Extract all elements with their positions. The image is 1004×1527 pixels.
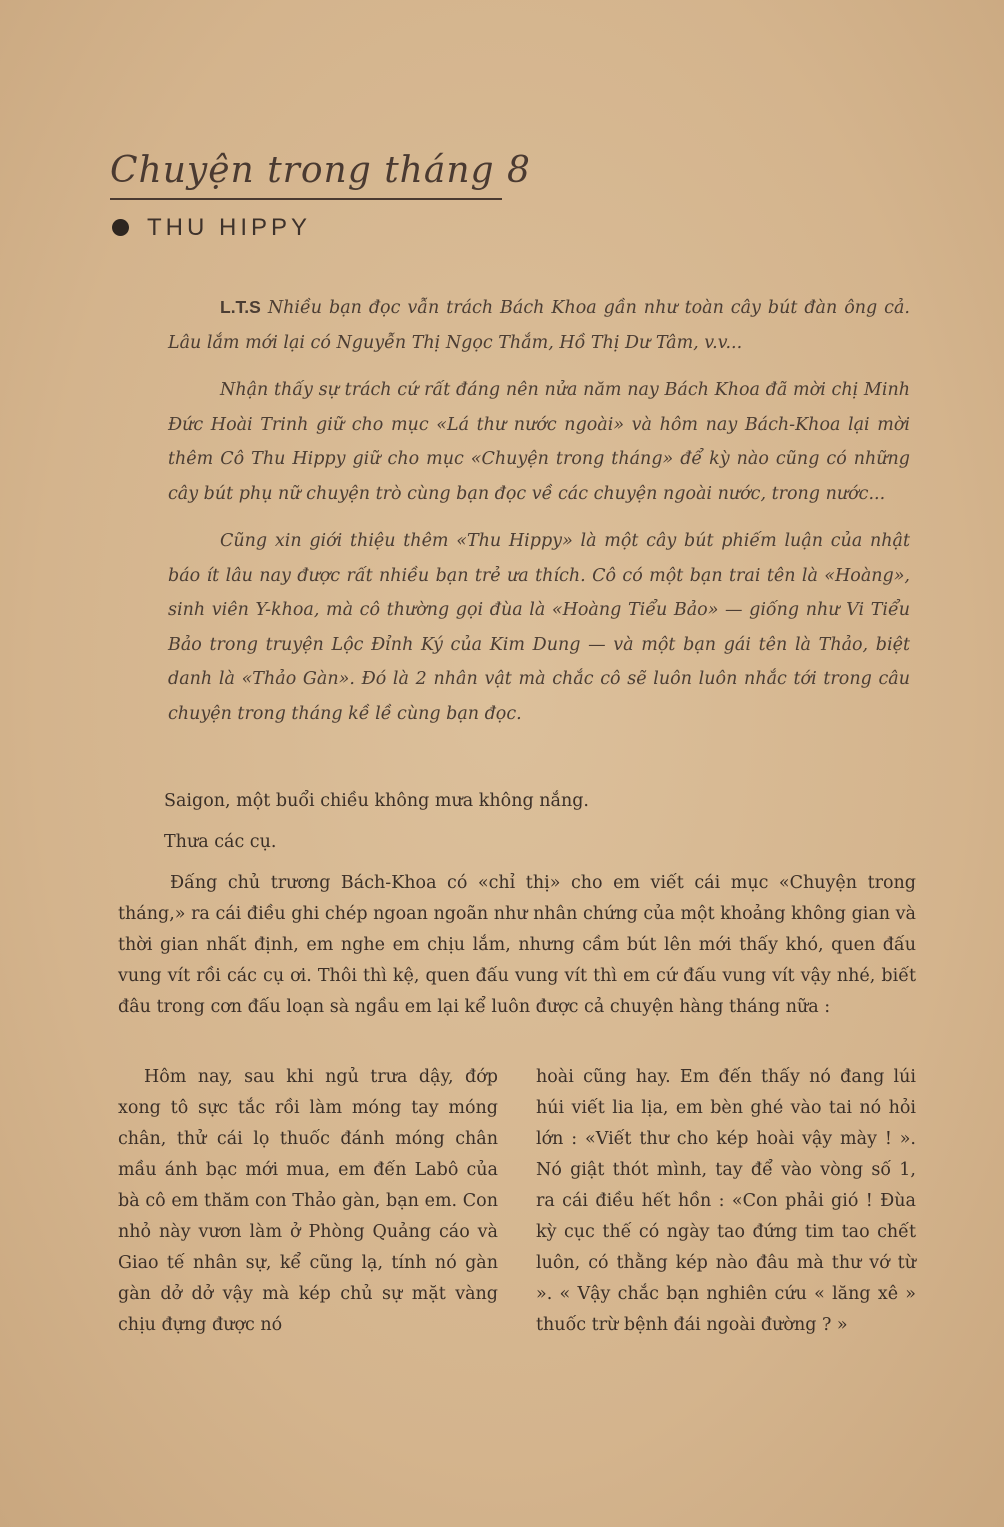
editor-note-paragraph-3: Cũng xin giới thiệu thêm «Thu Hippy» là một cây bút phiếm luận của nhật báo ít lâu nay được rất nhiều bạn trẻ ưa thích. Cô có một bạn trai tên là «Hoàng», sinh viên Y-khoa, mà cô thường gọi đùa là «Hoàng Tiểu Bảo» — giống như Vi Tiểu Bảo trong truyện Lộc Đỉnh Ký của Kim Dung — và một bạn gái tên là Thảo, biệt danh là «Thảo Gàn». Đó là 2 nhân vật mà chắc cô sẽ luôn luôn nhắc tới trong câu chuyện trong tháng kề lề cùng bạn đọc. (168, 531, 910, 724)
editor-note-paragraph-2: Nhận thấy sự trách cứ rất đáng nên nửa năm nay Bách Khoa đã mời chị Minh Đức Hoài Trinh giữ cho mục «Lá thư nước ngoài» và hôm nay Bách-Khoa lại mời thêm Cô Thu Hippy giữ cho mục «Chuyện trong tháng» để kỳ nào cũng có những cây bút phụ nữ chuyện trò cùng bạn đọc về các chuyện ngoài nước, trong nước... (168, 380, 910, 504)
editor-note (168, 290, 910, 744)
bullet-icon (112, 219, 129, 236)
body-column-right (536, 1062, 916, 1341)
editor-note-paragraph-1 (168, 290, 910, 360)
letter-intro: Đấng chủ trương Bách-Khoa có «chỉ thị» cho em viết cái mục «Chuyện trong tháng,» ra cái điều ghi chép ngoan ngoãn như nhân chứng của một khoảng không gian và thời gian nhất định, em nghe em chịu lắm, nhưng cầm bút lên mới thấy khó, quen đấu vung vít rồi các cụ ơi. Thôi thì kệ, quen đấu vung vít thì em cứ đấu vung vít vậy nhé, biết đâu trong cơn đấu loạn sà ngầu em lại kể luôn được cả chuyện hàng tháng nữa : (118, 873, 916, 1017)
title-underline (110, 198, 502, 200)
editor-note-tag: L.T.S (220, 297, 261, 317)
letter-opening (118, 786, 916, 1023)
editor-note-text-1: Nhiều bạn đọc vẫn trách Bách Khoa gần như toàn cây bút đàn ông cả. Lâu lắm mới lại có Nguyễn Thị Ngọc Thắm, Hồ Thị Dư Tâm, v.v... (168, 298, 910, 353)
body-left-text: Hôm nay, sau khi ngủ trưa dậy, đớp xong tô sực tắc rồi làm móng tay móng chân, thử cái lọ thuốc đánh móng chân mầu ánh bạc mới mua, em đến Labô của bà cô em thăm con Thảo gàn, bạn em. Con nhỏ này vươn làm ở Phòng Quảng cáo và Giao tế nhân sự, kể cũng lạ, tính nó gàn gàn dở dở vậy mà kép chủ sự mặt vàng chịu đựng được nó (118, 1067, 498, 1335)
author-byline (112, 214, 311, 242)
letter-greeting: Thưa các cụ. (164, 832, 277, 852)
author-name: THU HIPPY (147, 214, 312, 241)
page-title: Chuyện trong tháng 8 (110, 150, 531, 191)
letter-place-date: Saigon, một buổi chiều không mưa không nắng. (164, 791, 589, 811)
two-column-body (118, 1062, 916, 1341)
body-right-text: hoài cũng hay. Em đến thấy nó đang lúi húi viết lia lịa, em bèn ghé vào tai nó hỏi lớn : «Viết thư cho kép hoài vậy mày ! ». Nó giật thót mình, tay để vào vòng số 1, ra cái điều hết hồn : «Con phải gió ! Đùa kỳ cục thế có ngày tao đứng tim tao chết luôn, có thằng kép nào đâu mà thư vớ từ ». « Vậy chắc bạn nghiên cứu « lăng xê » thuốc trừ bệnh đái ngoài đường ? » (536, 1067, 916, 1335)
body-column-left (118, 1062, 498, 1341)
